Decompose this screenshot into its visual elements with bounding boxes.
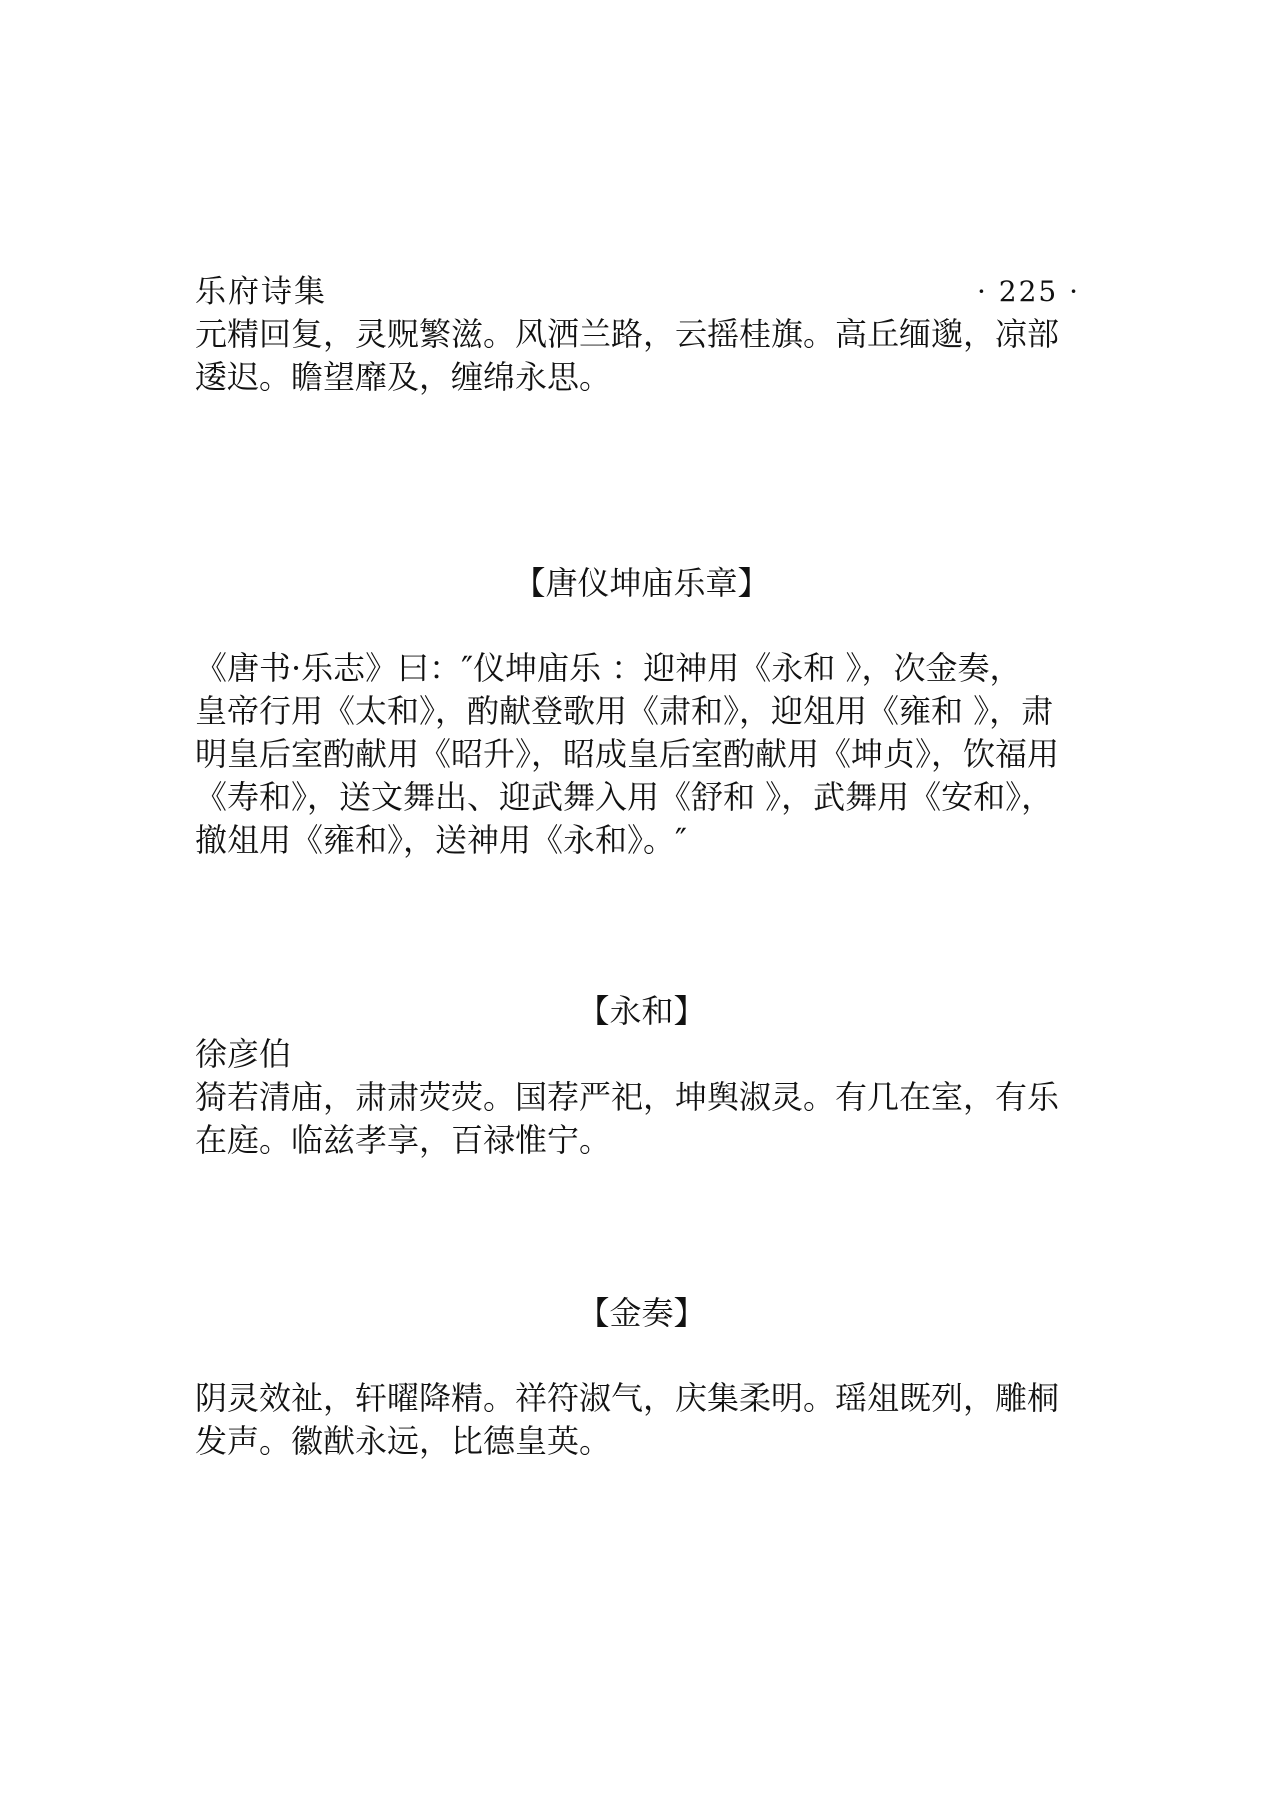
section-intro bbox=[195, 647, 1088, 862]
intro-line: 皇帝行用《太和》，酌献登歌用《肃和》，迎俎用《雍和 》，肃 bbox=[195, 692, 1054, 730]
intro-line: 《唐书·乐志》曰：″仪坤庙乐 ：迎神用《永和 》，次金奏， bbox=[195, 649, 1022, 687]
intro-line: 《寿和》，送文舞出、迎武舞入用《舒和 》，武舞用《安和》， bbox=[195, 778, 1054, 816]
poem-author: 徐彦伯 bbox=[195, 1035, 292, 1073]
intro-line: 撤俎用《雍和》，送神用《永和》。″ bbox=[195, 821, 687, 859]
poem-yonghe bbox=[195, 1033, 1088, 1162]
poem-heading: 【金奏】 bbox=[577, 1294, 706, 1332]
poem-line: 阴灵效祉，轩曜降精。祥符淑气，庆集柔明。瑶俎既列，雕桐 bbox=[195, 1379, 1060, 1417]
intro-line: 明皇后室酌献用《昭升》，昭成皇后室酌献用《坤贞》，饮福用 bbox=[195, 735, 1060, 773]
poem-line: 发声。徽猷永远，比德皇英。 bbox=[195, 1422, 612, 1460]
page-number: · 225 · bbox=[976, 275, 1080, 308]
poem-heading: 【永和】 bbox=[577, 992, 706, 1030]
page-header bbox=[195, 272, 1080, 312]
poem-line: 在庭。临兹孝享，百禄惟宁。 bbox=[195, 1121, 612, 1159]
section-heading: 【唐仪坤庙乐章】 bbox=[513, 564, 770, 602]
book-title: 乐府诗集 bbox=[195, 274, 327, 310]
poem-jinzou bbox=[195, 1377, 1088, 1463]
poem-line: 猗若清庙，肃肃荧荧。国荐严祀，坤舆淑灵。有几在室，有乐 bbox=[195, 1078, 1060, 1116]
poem-line: 逶迟。瞻望靡及，缠绵永思。 bbox=[195, 358, 612, 396]
continuation-poem bbox=[195, 313, 1088, 399]
poem-line: 元精回复，灵贶繁滋。风洒兰路，云摇桂旗。高丘缅邈，凉部 bbox=[195, 315, 1060, 353]
